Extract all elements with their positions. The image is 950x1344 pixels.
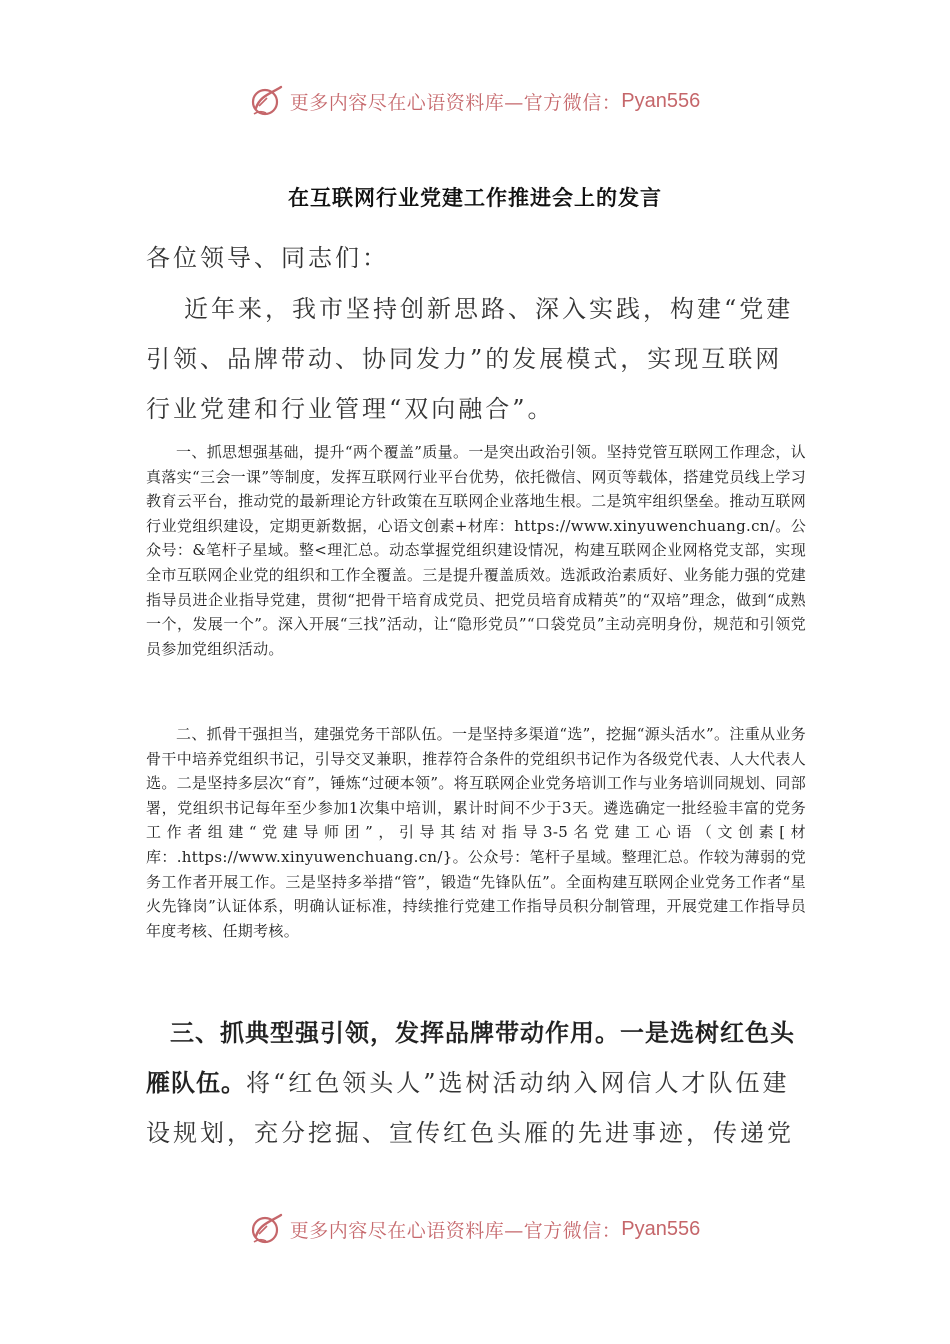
header-watermark-banner: [0, 84, 950, 118]
section-three-paragraph: [146, 1008, 806, 1158]
section-one-paragraph: 一、抓思想强基础，提升“两个覆盖”质量。一是突出政治引领。坚持党管互联网工作理念，认真落实“三会一课”等制度，发挥互联网行业平台优势，依托微信、网页等载体，搭建党员线上学习教育云平台，推动党的最新理论方针政策在互联网企业落地生根。二是筑牢组织堡垒。推动互联网行业党组织建设，定期更新数据，心语文创素+材库：https://www.xinyuwenchuang.cn/。公众号：&笔杆子星域。整<理汇总。动态掌握党组织建设情况，构建互联网企业网格党支部，实现全市互联网企业党的组织和工作全覆盖。三是提升覆盖质效。选派政治素质好、业务能力强的党建指导员进企业指导党建，贯彻“把骨干培育成党员、把党员培育成精英”的“双培”理念，做到“成熟一个，发展一个”。深入开展“三找”活动，让“隐形党员”“口袋党员”主动亮明身份，规范和引领党员参加党组织活动。: [146, 443, 806, 658]
salutation: 各位领导、同志们：: [146, 244, 389, 272]
section-two-paragraph: 二、抓骨干强担当，建强党务干部队伍。一是坚持多渠道“选”，挖掘“源头活水”。注重从业务骨干中培养党组织书记，引导交叉兼职，推荐符合条件的党组织书记作为各级党代表、人大代表人选。二是坚持多层次“育”，锤炼“过硬本领”。将互联网企业党务培训工作与业务培训同规划、同部署，党组织书记每年至少参加1次集中培训，累计时间不少于3天。遴选确定一批经验丰富的党务工作者组建“党建导师团”，引导其结对指导3-5名党建工心语（文创素[材库：.https://www.xinyuwenchuang.cn/}。公众号：笔杆子星域。整理汇总。作较为薄弱的党务工作者开展工作。三是坚持多举措“管”，锻造“先锋队伍”。全面构建互联网企业党务工作者“星火先锋岗”认证体系，明确认证标准，持续推行党建工作指导员积分制管理，开展党建工作指导员年度考核、任期考核。: [146, 725, 806, 940]
banner-text: 更多内容尽在心语资料库—官方微信：: [289, 91, 622, 114]
intro-paragraph: 近年来，我市坚持创新思路、深入实践，构建“党建引领、品牌带动、协同发力”的发展模式，实现互联网行业党建和行业管理“双向融合”。: [146, 295, 794, 423]
footer-watermark-banner: [0, 1212, 950, 1246]
banner-text: 更多内容尽在心语资料库—官方微信：: [289, 1219, 622, 1242]
banner-wechat-id: Pyan556: [621, 89, 701, 112]
document-title: 在互联网行业党建工作推进会上的发言: [288, 186, 662, 210]
section-three-body: 将“红色领头人”选树活动纳入网信人才队伍建设规划，充分挖掘、宣传红色头雁的先进事迹，传递党: [146, 1069, 794, 1147]
pen-logo-icon: [250, 84, 284, 118]
banner-wechat-id: Pyan556: [621, 1217, 701, 1240]
section-three-heading: 三、抓典型强引领，发挥品牌带动作用。一是选树红色头雁队伍。: [146, 1019, 795, 1097]
pen-logo-icon: [250, 1212, 284, 1246]
